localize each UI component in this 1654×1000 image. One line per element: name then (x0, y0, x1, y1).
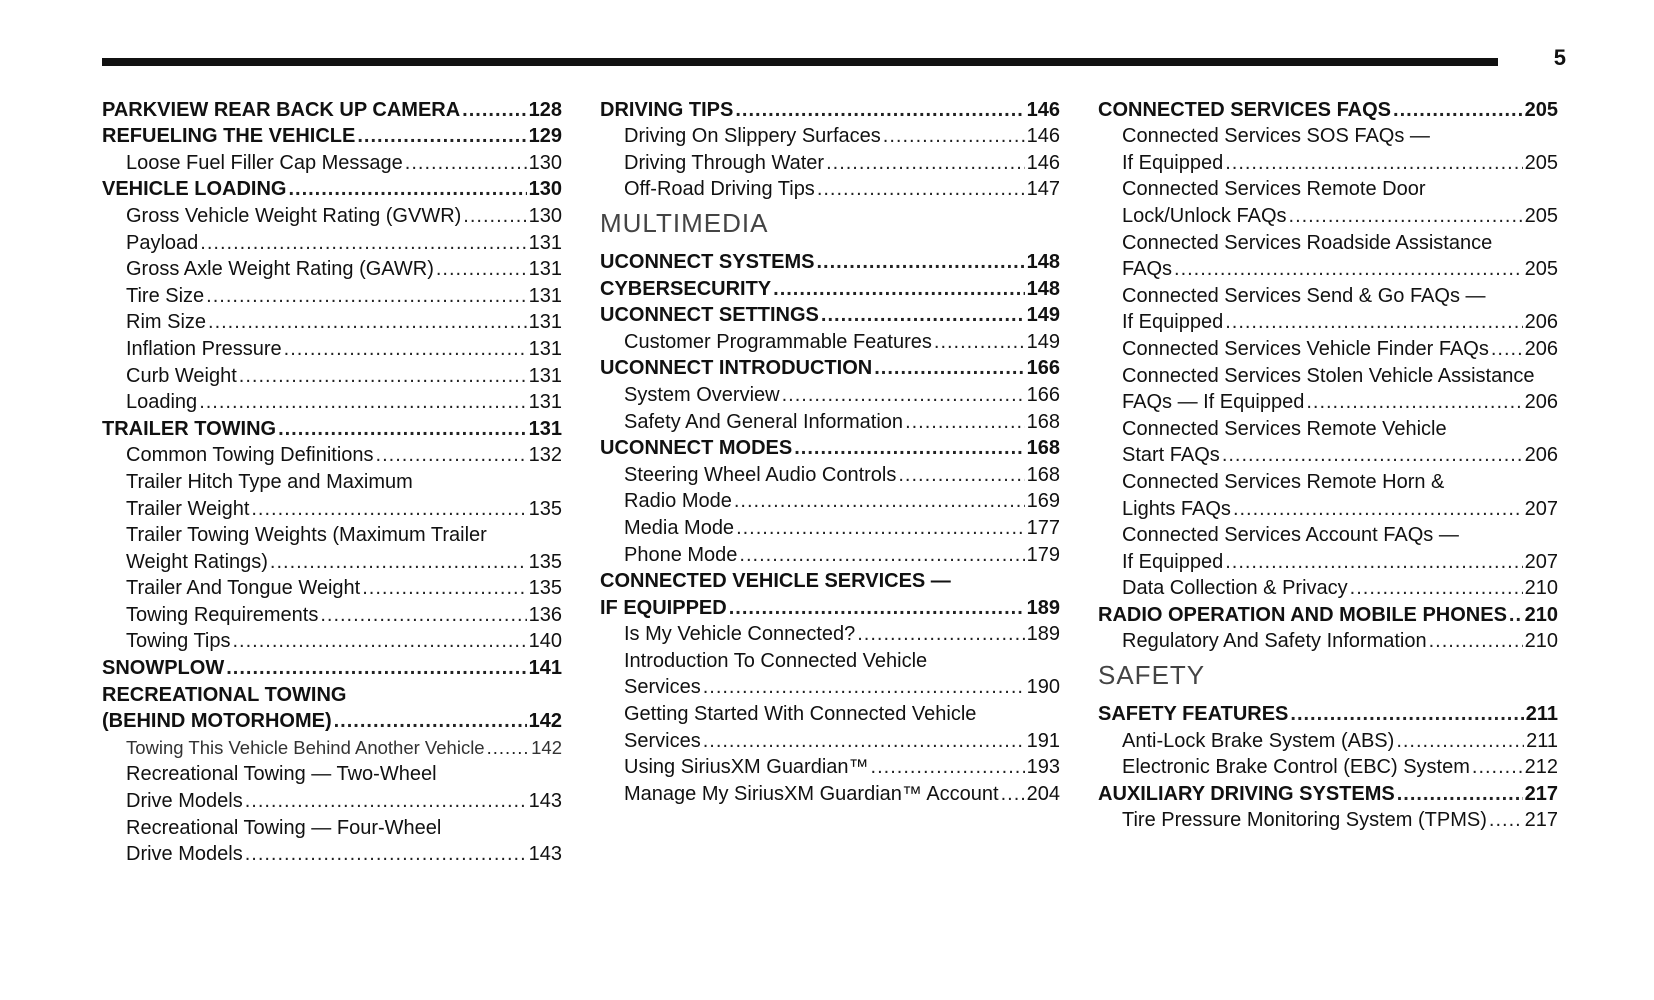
toc-entry (102, 307, 562, 334)
toc-entry-title: Connected Services Roadside Assistance (1122, 231, 1493, 254)
toc-entry-title: CONNECTED SERVICES FAQS (1098, 98, 1392, 121)
toc-entry (102, 121, 562, 148)
dot-leader (821, 304, 1025, 326)
dot-leader (817, 178, 1025, 200)
toc-entry (600, 752, 1060, 779)
toc-page-number: 212 (1524, 756, 1558, 779)
dot-leader (1290, 703, 1523, 725)
toc-entry-title: Media Mode (624, 516, 735, 539)
dot-leader (1472, 756, 1523, 778)
dot-leader (1350, 577, 1523, 599)
toc-entry (102, 626, 562, 653)
toc-page-number: 135 (528, 577, 562, 600)
toc-entry (102, 493, 562, 520)
dot-leader (734, 490, 1025, 512)
dot-leader (284, 338, 527, 360)
toc-page-number: 168 (1026, 463, 1060, 486)
toc-entry-title: DRIVING TIPS (600, 98, 734, 121)
toc-page-number: 146 (1026, 151, 1060, 174)
toc-page-number: 128 (528, 98, 562, 121)
dot-leader (463, 205, 526, 227)
toc-entry-title: (BEHIND MOTORHOME) (102, 710, 332, 733)
toc-page-number: 189 (1026, 596, 1060, 619)
toc-entry-title: Safety And General Information (624, 410, 904, 433)
toc-entry-title: Connected Services SOS FAQs — (1122, 125, 1430, 148)
toc-entry-title: Lights FAQs (1122, 497, 1231, 520)
toc-entry (102, 227, 562, 254)
toc-entry-title: Services (624, 729, 701, 752)
toc-entry (600, 406, 1060, 433)
toc-page-number: 136 (528, 603, 562, 626)
toc-entry (1098, 493, 1558, 520)
toc-entry-title: UCONNECT SETTINGS (600, 304, 819, 327)
toc-entry-title: Gross Axle Weight Rating (GAWR) (126, 258, 434, 281)
toc-entry-line (1098, 280, 1558, 307)
toc-entry (600, 672, 1060, 699)
toc-entry-title: Loose Fuel Filler Cap Message (126, 151, 403, 174)
toc-page-number: 131 (528, 391, 562, 414)
toc-entry-title: Common Towing Definitions (126, 444, 374, 467)
dot-leader (405, 152, 527, 174)
toc-entry-title: Tire Pressure Monitoring System (TPMS) (1122, 809, 1487, 832)
toc-page-number: 211 (1526, 729, 1558, 752)
toc-entry (1098, 440, 1558, 467)
toc-page-number: 217 (1524, 809, 1558, 832)
toc-page-number: 207 (1524, 550, 1558, 573)
dot-leader (270, 551, 527, 573)
toc-entry (600, 174, 1060, 201)
toc-page-number: 206 (1524, 444, 1558, 467)
dot-leader (288, 178, 526, 200)
toc-page-number: 131 (528, 231, 562, 254)
toc-entry (102, 599, 562, 626)
toc-entry-title: RECREATIONAL TOWING (102, 683, 347, 706)
section-heading: SAFETY (1098, 660, 1206, 691)
toc-entry-title: CYBERSECURITY (600, 277, 772, 300)
toc-entry (600, 353, 1060, 380)
toc-entry (1098, 333, 1558, 360)
dot-leader (898, 464, 1024, 486)
toc-entry-title: Introduction To Connected Vehicle (624, 649, 928, 672)
toc-entry-title: VEHICLE LOADING (102, 178, 287, 201)
dot-leader (857, 623, 1024, 645)
toc-entry-title: Anti-Lock Brake System (ABS) (1122, 729, 1395, 752)
toc-page-number: 179 (1026, 543, 1060, 566)
toc-entry-title: Curb Weight (126, 364, 237, 387)
toc-page-number: 140 (528, 630, 562, 653)
toc-entry-title: Connected Services Account FAQs — (1122, 524, 1459, 547)
toc-entry (102, 360, 562, 387)
toc-entry (600, 121, 1060, 148)
dot-leader (934, 331, 1025, 353)
toc-page-number: 142 (531, 736, 562, 758)
dot-leader (1509, 604, 1523, 626)
dot-leader (782, 384, 1025, 406)
dot-leader (883, 125, 1025, 147)
toc-column-3 (1098, 94, 1558, 831)
toc-entry-line (102, 759, 562, 786)
toc-entry-title: Payload (126, 231, 199, 254)
toc-entry (1098, 307, 1558, 334)
dot-leader (1396, 730, 1524, 752)
toc-entry (600, 619, 1060, 646)
dot-leader (206, 285, 526, 307)
dot-leader (739, 544, 1024, 566)
toc-page-number: 206 (1524, 311, 1558, 334)
toc-entry-line (1098, 413, 1558, 440)
dot-leader (729, 597, 1025, 619)
toc-entry (102, 546, 562, 573)
toc-page-number: 207 (1524, 497, 1558, 520)
toc-entry-title: SNOWPLOW (102, 657, 225, 680)
toc-page-number: 168 (1026, 437, 1060, 460)
toc-page-number: 210 (1524, 630, 1558, 653)
toc-page-number: 193 (1026, 756, 1060, 779)
toc-entry-title: Customer Programmable Features (624, 330, 932, 353)
dot-leader (1289, 205, 1523, 227)
toc-entry-title: Off-Road Driving Tips (624, 178, 815, 201)
toc-entry-title: IF EQUIPPED (600, 596, 727, 619)
toc-entry (102, 387, 562, 414)
toc-entry-title: UCONNECT MODES (600, 437, 793, 460)
toc-page-number: 211 (1525, 703, 1558, 726)
toc-entry (102, 652, 562, 679)
toc-entry (102, 785, 562, 812)
toc-entry-title: Trailer And Tongue Weight (126, 577, 361, 600)
toc-page-number: 148 (1026, 277, 1060, 300)
toc-page-number: 129 (528, 125, 562, 148)
dot-leader (1397, 783, 1523, 805)
dot-leader (251, 498, 526, 520)
toc-entry-title: Weight Ratings) (126, 550, 268, 573)
toc-page-number: 130 (528, 204, 562, 227)
toc-entry-title: Trailer Weight (126, 497, 250, 520)
toc-entry-title: RADIO OPERATION AND MOBILE PHONES (1098, 603, 1507, 626)
toc-page-number: 131 (528, 364, 562, 387)
dot-leader (239, 365, 527, 387)
toc-entry (1098, 805, 1558, 832)
toc-entry-title: Connected Services Remote Vehicle (1122, 417, 1447, 440)
toc-entry-title: Connected Services Send & Go FAQs — (1122, 284, 1486, 307)
dot-leader (1225, 311, 1522, 333)
toc-entry-title: Connected Services Vehicle Finder FAQs (1122, 337, 1489, 360)
toc-entry-title: FAQs — If Equipped (1122, 391, 1305, 414)
toc-entry (102, 732, 562, 759)
toc-entry-line (102, 812, 562, 839)
toc-entry (600, 94, 1060, 121)
toc-page-number: 141 (528, 657, 562, 680)
toc-entry-title: UCONNECT SYSTEMS (600, 250, 815, 273)
toc-page-number: 217 (1524, 782, 1558, 805)
dot-leader (320, 604, 526, 626)
dot-leader (245, 843, 527, 865)
toc-page-number: 143 (528, 843, 562, 866)
toc-page-number: 146 (1026, 125, 1060, 148)
toc-entry-title: If Equipped (1122, 311, 1224, 334)
toc-entry-title: Gross Vehicle Weight Rating (GVWR) (126, 204, 462, 227)
toc-entry-title: Drive Models (126, 843, 243, 866)
header-rule (102, 58, 1498, 66)
toc-column-1 (102, 94, 562, 865)
toc-entry-title: SAFETY FEATURES (1098, 703, 1289, 726)
toc-entry (600, 300, 1060, 327)
toc-entry-title: Services (624, 676, 701, 699)
toc-entry (600, 512, 1060, 539)
dot-leader (1001, 783, 1025, 805)
toc-entry (600, 273, 1060, 300)
toc-page-number: 132 (528, 444, 562, 467)
dot-leader (278, 418, 527, 440)
toc-entry-title: Recreational Towing — Two-Wheel (126, 763, 437, 786)
toc-entry (1098, 254, 1558, 281)
toc-entry-title: Trailer Towing Weights (Maximum Trailer (126, 524, 487, 547)
dot-leader (773, 278, 1024, 300)
dot-leader (794, 437, 1024, 459)
toc-page-number: 131 (528, 337, 562, 360)
toc-page-number: 135 (528, 497, 562, 520)
toc-entry (600, 147, 1060, 174)
toc-page-number: 146 (1026, 98, 1060, 121)
toc-entry-line (1098, 121, 1558, 148)
toc-entry-title: CONNECTED VEHICLE SERVICES — (600, 570, 951, 593)
toc-entry (102, 174, 562, 201)
toc-entry-title: Drive Models (126, 790, 243, 813)
dot-leader (1174, 258, 1523, 280)
toc-entry (102, 413, 562, 440)
dot-leader (233, 630, 527, 652)
toc-entry-title: Connected Services Stolen Vehicle Assistance (1122, 364, 1535, 387)
toc-entry (102, 440, 562, 467)
toc-entry-title: Start FAQs (1122, 444, 1220, 467)
toc-entry-title: FAQs (1122, 258, 1173, 281)
toc-page-number: 149 (1026, 304, 1060, 327)
dot-leader (436, 258, 527, 280)
toc-entry (102, 94, 562, 121)
toc-entry-title: Rim Size (126, 311, 207, 334)
toc-entry (600, 459, 1060, 486)
toc-entry-title: Towing This Vehicle Behind Another Vehicle (126, 736, 485, 758)
toc-entry-line (1098, 466, 1558, 493)
toc-entry (1098, 698, 1558, 725)
toc-entry-title: Phone Mode (624, 543, 738, 566)
toc-entry-line (102, 466, 562, 493)
toc-entry-title: Tire Size (126, 284, 205, 307)
dot-leader (487, 737, 530, 759)
toc-entry-title: Loading (126, 391, 198, 414)
toc-page-number: 142 (528, 710, 562, 733)
toc-entry-title: Using SiriusXM Guardian™ (624, 756, 869, 779)
toc-entry-line (102, 520, 562, 547)
toc-entry-title: UCONNECT INTRODUCTION (600, 357, 873, 380)
toc-entry (1098, 573, 1558, 600)
toc-page-number: 190 (1026, 676, 1060, 699)
dot-leader (1306, 391, 1522, 413)
toc-page-number: 205 (1524, 258, 1558, 281)
toc-entry-title: Manage My SiriusXM Guardian™ Account (624, 782, 999, 805)
toc-entry (600, 725, 1060, 752)
dot-leader (1491, 338, 1523, 360)
dot-leader (1225, 152, 1522, 174)
toc-entry (102, 280, 562, 307)
toc-entry (102, 254, 562, 281)
toc-page-number: 189 (1026, 623, 1060, 646)
toc-page-number: 210 (1524, 577, 1558, 600)
toc-entry (1098, 778, 1558, 805)
toc-entry-title: Trailer Hitch Type and Maximum (126, 470, 413, 493)
toc-entry-title: Driving On Slippery Surfaces (624, 125, 881, 148)
toc-entry-line (600, 698, 1060, 725)
dot-leader (1393, 99, 1523, 121)
toc-entry (600, 246, 1060, 273)
toc-entry (1098, 752, 1558, 779)
dot-leader (816, 251, 1024, 273)
toc-page-number: 206 (1524, 391, 1558, 414)
toc-page-number: 130 (528, 151, 562, 174)
toc-entry (600, 379, 1060, 406)
dot-leader (245, 790, 527, 812)
toc-entry-line (1098, 174, 1558, 201)
toc-page-number: 177 (1026, 516, 1060, 539)
toc-entry (102, 839, 562, 866)
toc-entry-line (600, 566, 1060, 593)
toc-page-number: 149 (1026, 330, 1060, 353)
dot-leader (357, 125, 526, 147)
toc-page-number: 166 (1026, 357, 1060, 380)
toc-entry (102, 200, 562, 227)
toc-entry-title: Regulatory And Safety Information (1122, 630, 1427, 653)
toc-entry (1098, 94, 1558, 121)
toc-page-number: 131 (528, 311, 562, 334)
toc-entry (102, 706, 562, 733)
dot-leader (362, 577, 526, 599)
toc-entry (600, 486, 1060, 513)
toc-entry-title: Electronic Brake Control (EBC) System (1122, 756, 1470, 779)
toc-entry-title: Inflation Pressure (126, 337, 282, 360)
dot-leader (376, 444, 527, 466)
toc-page-number: 148 (1026, 250, 1060, 273)
toc-entry (600, 326, 1060, 353)
dot-leader (1429, 630, 1523, 652)
toc-entry-title: If Equipped (1122, 550, 1224, 573)
toc-entry-title: Recreational Towing — Four-Wheel (126, 816, 442, 839)
toc-entry-title: Getting Started With Connected Vehicle (624, 703, 977, 726)
toc-entry (600, 778, 1060, 805)
toc-page-number: 169 (1026, 490, 1060, 513)
toc-page-number: 168 (1026, 410, 1060, 433)
dot-leader (905, 411, 1025, 433)
toc-page-number: 135 (528, 550, 562, 573)
toc-page-number: 147 (1026, 178, 1060, 201)
toc-entry-title: Is My Vehicle Connected? (624, 623, 856, 646)
toc-entry (1098, 200, 1558, 227)
toc-entry-line (1098, 227, 1558, 254)
dot-leader (703, 676, 1025, 698)
toc-entry-title: AUXILIARY DRIVING SYSTEMS (1098, 782, 1395, 805)
toc-entry-line (600, 645, 1060, 672)
toc-page-number: 143 (528, 790, 562, 813)
toc-page-number: 131 (528, 258, 562, 281)
toc-page-number: 131 (528, 417, 562, 440)
dot-leader (703, 730, 1025, 752)
toc-entry (600, 433, 1060, 460)
dot-leader (226, 657, 526, 679)
toc-entry-title: Connected Services Remote Horn & (1122, 470, 1445, 493)
toc-page-number: 191 (1026, 729, 1060, 752)
section-heading: MULTIMEDIA (600, 208, 769, 239)
dot-leader (735, 99, 1024, 121)
dot-leader (208, 311, 527, 333)
toc-page-number: 205 (1524, 98, 1558, 121)
dot-leader (826, 152, 1025, 174)
toc-entry (102, 333, 562, 360)
toc-entry-title: PARKVIEW REAR BACK UP CAMERA (102, 98, 461, 121)
toc-entry-title: TRAILER TOWING (102, 417, 277, 440)
toc-entry (102, 573, 562, 600)
dot-leader (200, 232, 526, 254)
toc-entry-line (1098, 360, 1558, 387)
toc-entry-title: System Overview (624, 383, 780, 406)
toc-page-number: 130 (528, 178, 562, 201)
toc-entry-line (1098, 520, 1558, 547)
toc-entry (1098, 147, 1558, 174)
toc-entry (1098, 599, 1558, 626)
toc-page-number: 210 (1524, 603, 1558, 626)
toc-entry-title: Lock/Unlock FAQs (1122, 204, 1287, 227)
toc-entry (600, 592, 1060, 619)
toc-entry-title: Radio Mode (624, 490, 732, 513)
toc-entry-title: Data Collection & Privacy (1122, 577, 1348, 600)
toc-entry-title: If Equipped (1122, 151, 1224, 174)
toc-entry (1098, 725, 1558, 752)
toc-entry (1098, 546, 1558, 573)
toc-column-2 (600, 94, 1060, 805)
dot-leader (1225, 551, 1522, 573)
toc-page-number: 205 (1524, 151, 1558, 174)
toc-entry (600, 539, 1060, 566)
toc-page-number: 205 (1524, 204, 1558, 227)
toc-entry-line (102, 679, 562, 706)
toc-entry-title: Connected Services Remote Door (1122, 178, 1426, 201)
toc-entry (1098, 626, 1558, 653)
toc-entry-title: REFUELING THE VEHICLE (102, 125, 356, 148)
dot-leader (462, 99, 526, 121)
toc-entry-title: Driving Through Water (624, 151, 825, 174)
dot-leader (874, 357, 1024, 379)
toc-page-number: 131 (528, 284, 562, 307)
toc-entry-title: Steering Wheel Audio Controls (624, 463, 897, 486)
page-number: 5 (1553, 45, 1566, 70)
dot-leader (871, 756, 1025, 778)
dot-leader (1489, 809, 1523, 831)
dot-leader (334, 710, 527, 732)
toc-page-number: 166 (1026, 383, 1060, 406)
toc-entry-title: Towing Requirements (126, 603, 319, 626)
dot-leader (736, 517, 1025, 539)
toc-entry (102, 147, 562, 174)
toc-entry (1098, 387, 1558, 414)
toc-page-number: 206 (1524, 337, 1558, 360)
dot-leader (1233, 498, 1523, 520)
dot-leader (199, 391, 526, 413)
toc-page-number: 204 (1026, 782, 1060, 805)
dot-leader (1222, 444, 1523, 466)
toc-entry-title: Towing Tips (126, 630, 231, 653)
